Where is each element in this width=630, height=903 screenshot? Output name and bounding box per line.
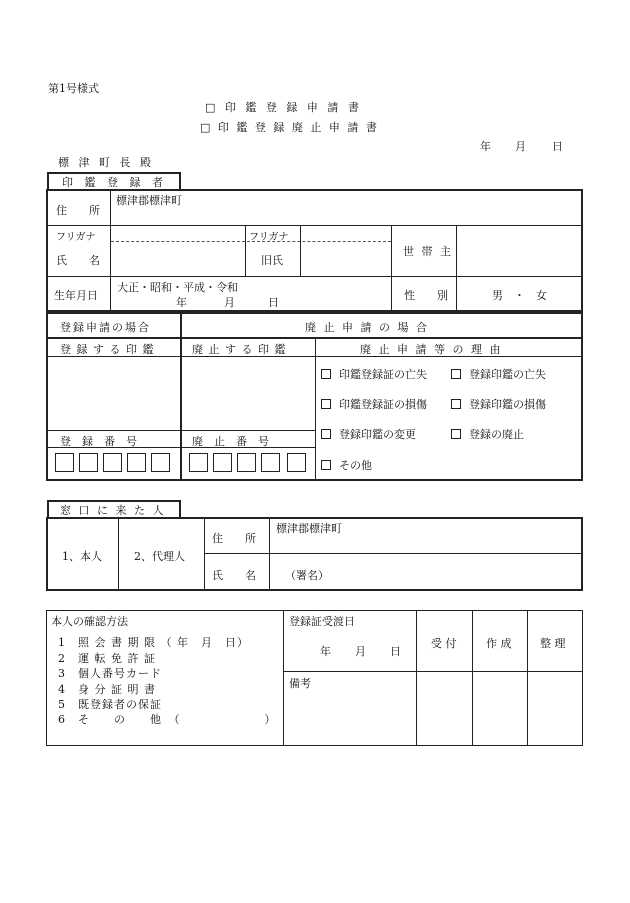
reg-number-box[interactable] [55, 453, 74, 472]
remarks-label: 備考 [289, 677, 311, 690]
abolish-number-box[interactable] [287, 453, 306, 472]
confirmation-title: 本人の確認方法 [51, 615, 128, 628]
confirmation-item[interactable]: 3 個人番号カード [58, 667, 162, 680]
checkbox-icon[interactable] [451, 369, 461, 379]
seal-to-abolish-label: 廃 止 す る 印 鑑 [192, 343, 287, 356]
abolish-number-box[interactable] [237, 453, 256, 472]
checkbox-icon[interactable] [321, 460, 331, 470]
title-abolition: □ 印 鑑 登 録 廃 止 申 請 書 [200, 121, 379, 134]
household-head-label: 世 帯 主 [403, 245, 453, 258]
visitor-name-label: 氏 名 [212, 569, 256, 582]
visitor-address-label: 住 所 [212, 532, 256, 545]
addressee: 標 津 町 長 殿 [58, 156, 154, 169]
reason-header: 廃 止 申 請 等 の 理 由 [360, 343, 503, 356]
checkbox-icon[interactable] [451, 429, 461, 439]
title-registration: □ 印 鑑 登 録 申 請 書 [205, 101, 362, 114]
confirmation-item[interactable]: 6 そ の 他 （ ） [58, 713, 277, 726]
abolish-number-box[interactable] [189, 453, 208, 472]
furigana-label: フリガナ [56, 232, 96, 243]
date-day: 日 [552, 140, 563, 153]
reason-option[interactable]: 登録印鑑の変更 [321, 426, 416, 442]
processed-label: 整 理 [540, 637, 566, 650]
reg-number-box[interactable] [151, 453, 170, 472]
birth-year: 年 [176, 296, 187, 309]
reason-option[interactable]: 登録の廃止 [451, 426, 524, 442]
created-label: 作 成 [486, 637, 512, 650]
applicant-address-label: 住 所 [56, 204, 100, 217]
abolish-number-box[interactable] [213, 453, 232, 472]
reason-option[interactable]: その他 [321, 457, 372, 473]
reg-number-box[interactable] [127, 453, 146, 472]
applicant-tab-label: 印 鑑 登 録 者 [62, 176, 167, 189]
visitor-agent-option[interactable]: 2、代理人 [134, 550, 185, 563]
checkbox-icon[interactable] [321, 429, 331, 439]
old-name-label: 旧氏 [261, 254, 283, 267]
visitor-address-value[interactable]: 標津郡標津町 [276, 522, 342, 535]
abolish-seal-area[interactable] [182, 357, 314, 429]
reason-option[interactable]: 登録印鑑の亡失 [451, 366, 546, 382]
birthdate-label: 生年月日 [54, 289, 98, 302]
received-label: 受 付 [431, 637, 457, 650]
seal-to-register-label: 登 録 す る 印 鑑 [60, 343, 155, 356]
form-number: 第1号様式 [48, 82, 99, 95]
gender-options[interactable]: 男 ・ 女 [492, 289, 547, 302]
delivery-date-label: 登録証受渡日 [289, 615, 355, 628]
confirmation-item[interactable]: 1 照 会 書 期 限 （ 年 月 日） [58, 636, 249, 649]
date-year: 年 [480, 140, 491, 153]
visitor-tab-label: 窓 口 に 来 た 人 [60, 504, 166, 517]
date-month: 月 [515, 140, 526, 153]
visitor-self-option[interactable]: 1、本人 [62, 550, 102, 563]
reg-number-box[interactable] [103, 453, 122, 472]
abolish-number-label: 廃 止 番 号 [192, 435, 269, 448]
gender-label: 性 別 [404, 289, 448, 302]
name-label: 氏 名 [56, 254, 100, 267]
era-options[interactable]: 大正・昭和・平成・令和 [117, 281, 238, 294]
confirmation-item[interactable]: 4 身 分 証 明 書 [58, 683, 156, 696]
reason-option[interactable]: 登録印鑑の損傷 [451, 396, 546, 412]
confirmation-item[interactable]: 2 運 転 免 許 証 [58, 652, 156, 665]
reg-number-box[interactable] [79, 453, 98, 472]
birth-day: 日 [268, 296, 279, 309]
reason-option[interactable]: 印鑑登録証の損傷 [321, 396, 427, 412]
checkbox-icon[interactable] [321, 369, 331, 379]
birth-month: 月 [224, 296, 235, 309]
register-seal-area[interactable] [48, 357, 179, 429]
reg-number-label: 登 録 番 号 [60, 435, 137, 448]
visitor-signature-note: （署名） [285, 569, 329, 582]
delivery-day: 日 [390, 645, 401, 658]
registration-case-label: 登録申請の場合 [60, 321, 151, 334]
applicant-address-value[interactable]: 標津郡標津町 [116, 194, 182, 207]
delivery-month: 月 [355, 645, 366, 658]
abolish-number-box[interactable] [261, 453, 280, 472]
confirmation-item[interactable]: 5 既登録者の保証 [58, 698, 162, 711]
checkbox-icon[interactable] [321, 399, 331, 409]
abolition-case-label: 廃 止 申 請 の 場 合 [305, 321, 429, 334]
furigana2-label: フリガナ [249, 232, 289, 243]
reason-option[interactable]: 印鑑登録証の亡失 [321, 366, 427, 382]
checkbox-icon[interactable] [451, 399, 461, 409]
delivery-year: 年 [320, 645, 331, 658]
